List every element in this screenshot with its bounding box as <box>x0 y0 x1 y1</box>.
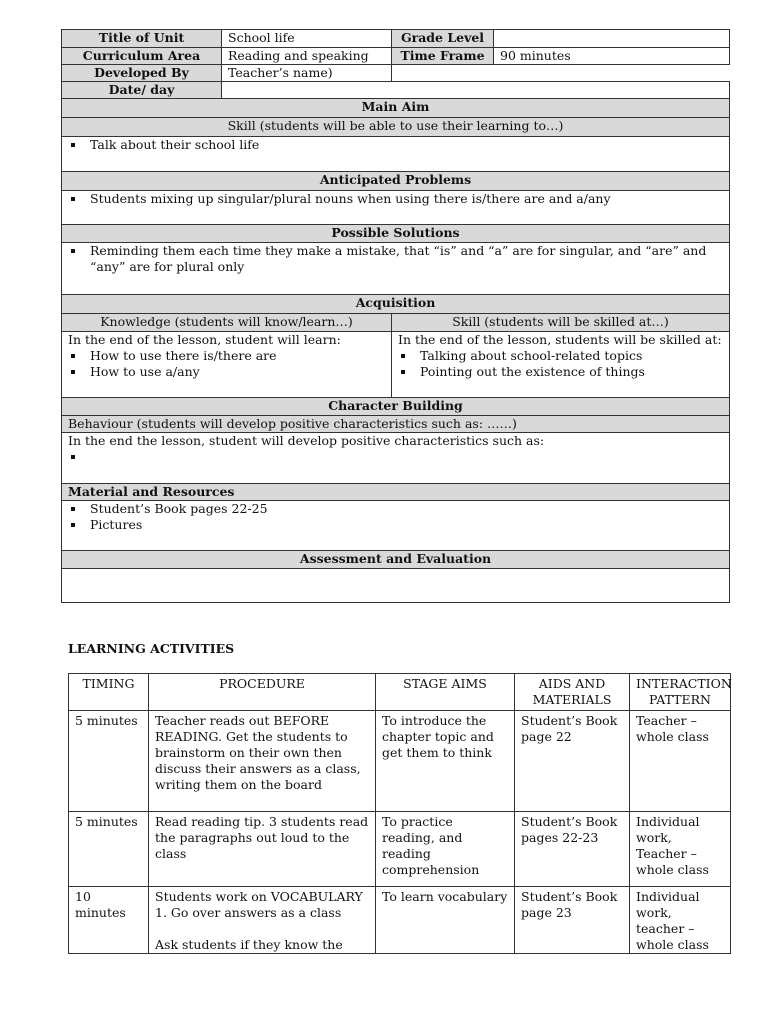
main-aim-heading: Main Aim <box>62 99 730 118</box>
assessment-heading: Assessment and Evaluation <box>62 551 730 569</box>
knowledge-list <box>68 348 385 380</box>
grade-level-value <box>494 30 730 48</box>
behaviour-list <box>68 449 723 465</box>
curriculum-area-label: Curriculum Area <box>62 48 222 65</box>
learning-activities-table <box>68 673 731 954</box>
stage-aims-cell: To learn vocabulary <box>376 887 515 954</box>
behaviour-heading: Behaviour (students will develop positive characteristics such as: ……) <box>62 416 730 433</box>
title-of-unit-label: Title of Unit <box>62 30 222 48</box>
skill-list <box>398 348 723 380</box>
aids-cell: Student’s Book page 23 <box>515 887 630 954</box>
procedure-cell: Teacher reads out BEFORE READING. Get the students to brainstorm on their own then discuss their answers as a class, writing them on the board <box>149 711 376 812</box>
knowledge-heading: Knowledge (students will know/learn…) <box>62 314 392 332</box>
stage-aims-cell: To practice reading, and reading comprehension <box>376 812 515 887</box>
materials-heading: Material and Resources <box>62 484 730 501</box>
list-item: ▪ Talking about school-related topics <box>416 348 723 364</box>
list-item: ▪ How to use there is/there are <box>86 348 385 364</box>
lesson-plan-table <box>61 29 730 603</box>
possible-solutions-cell <box>62 243 730 295</box>
assessment-cell <box>62 569 730 603</box>
aids-cell: Student’s Book pages 22-23 <box>515 812 630 887</box>
developed-by-label: Developed By <box>62 65 222 82</box>
main-aim-list <box>68 137 723 153</box>
column-header-interaction: INTERACTION PATTERN <box>630 674 731 711</box>
main-aim-list-cell <box>62 137 730 172</box>
column-header-stage-aims: STAGE AIMS <box>376 674 515 711</box>
anticipated-problems-list <box>68 191 723 207</box>
procedure-cell <box>149 887 376 954</box>
table-row <box>69 812 731 887</box>
knowledge-intro: In the end of the lesson, student will learn: <box>68 332 341 347</box>
stage-aims-cell: To introduce the chapter topic and get them to think <box>376 711 515 812</box>
skill-intro: In the end of the lesson, students will be skilled at: <box>398 332 722 347</box>
skill-heading: Skill (students will be skilled at…) <box>392 314 730 332</box>
character-building-heading: Character Building <box>62 398 730 416</box>
possible-solutions-list <box>68 243 723 275</box>
column-header-timing: TIMING <box>69 674 149 711</box>
grade-level-label: Grade Level <box>392 30 494 48</box>
materials-cell <box>62 501 730 551</box>
procedure-cell: Read reading tip. 3 students read the paragraphs out loud to the class <box>149 812 376 887</box>
list-item: ▪ Pictures <box>86 517 723 533</box>
behaviour-intro: In the end the lesson, student will develop positive characteristics such as: <box>68 433 545 448</box>
title-of-unit-value: School life <box>222 30 392 48</box>
time-frame-value: 90 minutes <box>494 48 730 65</box>
table-row <box>69 711 731 812</box>
table-row <box>69 887 731 954</box>
learning-activities-heading: LEARNING ACTIVITIES <box>68 641 235 656</box>
interaction-cell: Individual work, teacher – whole class <box>630 887 731 954</box>
date-day-value <box>222 82 730 99</box>
column-header-procedure: PROCEDURE <box>149 674 376 711</box>
interaction-cell: Teacher – whole class <box>630 711 731 812</box>
materials-list <box>68 501 723 533</box>
list-item <box>86 449 723 465</box>
anticipated-problems-heading: Anticipated Problems <box>62 172 730 191</box>
column-header-aids: AIDS AND MATERIALS <box>515 674 630 711</box>
acquisition-heading: Acquisition <box>62 295 730 314</box>
timing-cell: 5 minutes <box>69 711 149 812</box>
possible-solutions-heading: Possible Solutions <box>62 225 730 243</box>
timing-cell: 5 minutes <box>69 812 149 887</box>
developed-by-value: Teacher’s name) <box>222 65 392 82</box>
skill-subheading: Skill (students will be able to use their learning to…) <box>62 118 730 137</box>
procedure-extra-text: Ask students if they know the <box>155 937 343 952</box>
procedure-text: Students work on VOCABULARY 1. Go over answers as a class <box>155 889 363 920</box>
blank-cell <box>392 65 730 82</box>
knowledge-cell <box>62 332 392 398</box>
table-header-row <box>69 674 731 711</box>
timing-cell: 10 minutes <box>69 887 149 954</box>
list-item: ▪ Reminding them each time they make a mistake, that “is” and “a” are for singular, and “are” and “any” are for plural only <box>86 243 723 275</box>
list-item: ▪ Pointing out the existence of things <box>416 364 723 380</box>
interaction-cell: Individual work, Teacher – whole class <box>630 812 731 887</box>
date-day-label: Date/ day <box>62 82 222 99</box>
aids-cell: Student’s Book page 22 <box>515 711 630 812</box>
list-item: ▪ Student’s Book pages 22-25 <box>86 501 723 517</box>
curriculum-area-value: Reading and speaking <box>222 48 392 65</box>
list-item: ▪ How to use a/any <box>86 364 385 380</box>
skill-cell <box>392 332 730 398</box>
anticipated-problems-cell <box>62 191 730 225</box>
list-item: ▪ Talk about their school life <box>86 137 723 153</box>
behaviour-cell <box>62 433 730 484</box>
time-frame-label: Time Frame <box>392 48 494 65</box>
list-item: ▪ Students mixing up singular/plural nouns when using there is/there are and a/any <box>86 191 723 207</box>
